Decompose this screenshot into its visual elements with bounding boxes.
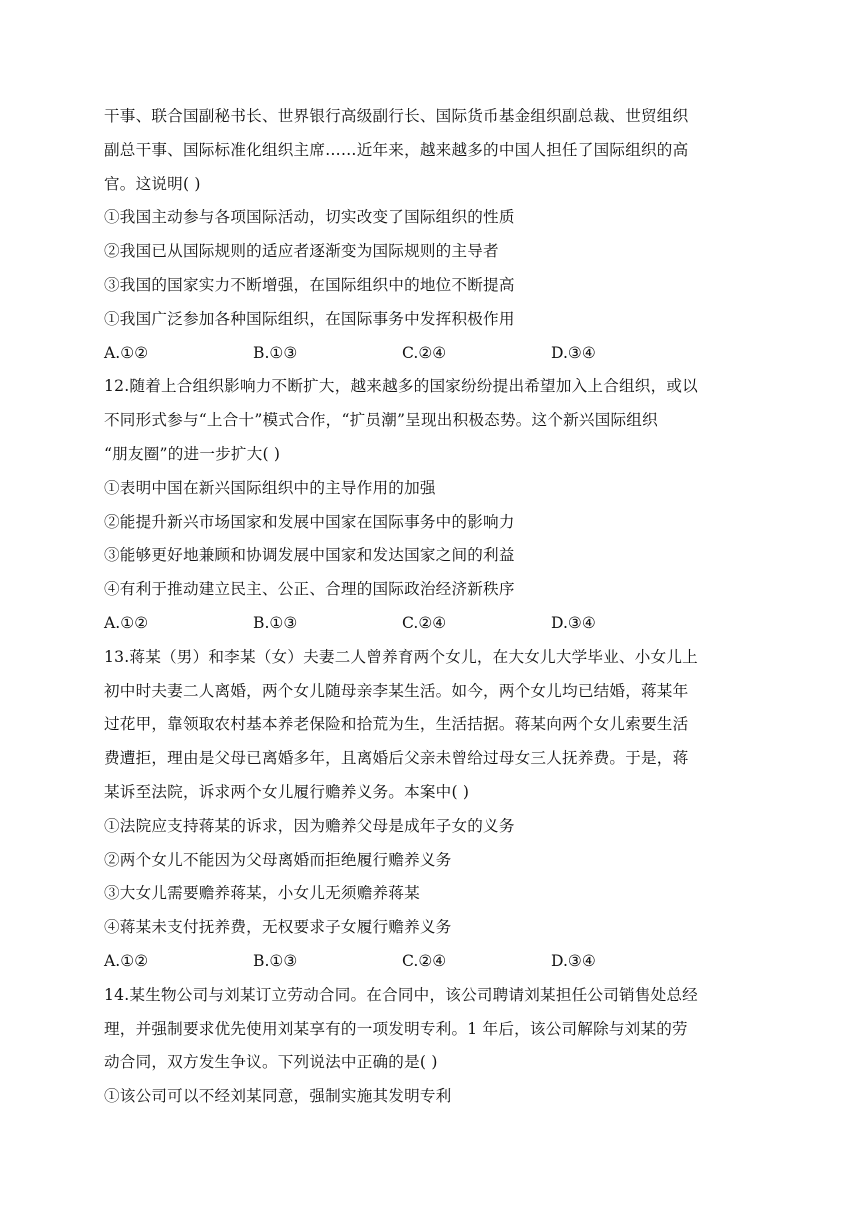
- statement-2: ②能提升新兴市场国家和发展中国家在国际事务中的影响力: [104, 512, 515, 531]
- option-a: A.①②: [104, 951, 149, 970]
- answer-options: [104, 607, 754, 641]
- statement-1: ①法院应支持蒋某的诉求，因为赡养父母是成年子女的义务: [104, 816, 515, 835]
- question-stem-line: 理，并强制要求优先使用刘某享有的一项发明专利。1 年后，该公司解除与刘某的劳: [104, 1019, 688, 1038]
- statement-3: ③我国的国家实力不断增强，在国际组织中的地位不断提高: [104, 275, 515, 294]
- option-b: B.①③: [253, 613, 298, 632]
- option-a: A.①②: [104, 613, 149, 632]
- question-stem-line: 干事、联合国副秘书长、世界银行高级副行长、国际货币基金组织副总裁、世贸组织: [104, 107, 689, 125]
- option-b: B.①③: [253, 343, 298, 362]
- question-stem-line: 过花甲，靠领取农村基本养老保险和拾荒为生，生活拮据。蒋某向两个女儿索要生活: [104, 715, 689, 734]
- statement-1: ①表明中国在新兴国际组织中的主导作用的加强: [104, 478, 436, 497]
- question-stem-line: 初中时夫妻二人离婚，两个女儿随母亲李某生活。如今，两个女儿均已结婚，蒋某年: [104, 681, 689, 700]
- statement-2: ②两个女儿不能因为父母离婚而拒绝履行赡养义务: [104, 850, 452, 869]
- option-b: B.①③: [253, 951, 298, 970]
- option-a: A.①②: [104, 343, 149, 362]
- question-stem-line: 13.蒋某（男）和李某（女）夫妻二人曾养育两个女儿，在大女儿大学毕业、小女儿上: [104, 647, 698, 666]
- option-c: C.②④: [402, 343, 447, 362]
- question-stem-line: 14.某生物公司与刘某订立劳动合同。在合同中，该公司聘请刘某担任公司销售处总经: [104, 985, 698, 1004]
- document-page: [104, 100, 754, 1114]
- option-d: D.③④: [551, 613, 596, 632]
- answer-options: [104, 337, 754, 371]
- question-12: [104, 370, 754, 640]
- question-13: [104, 641, 754, 979]
- statement-3: ③能够更好地兼顾和协调发展中国家和发达国家之间的利益: [104, 546, 515, 565]
- statement-4: ④蒋某未支付抚养费，无权要求子女履行赡养义务: [104, 918, 452, 937]
- question-stem-line: 12.随着上合组织影响力不断扩大，越来越多的国家纷纷提出希望加入上合组织，或以: [104, 377, 698, 396]
- option-c: C.②④: [402, 613, 447, 632]
- question-11: [104, 100, 754, 370]
- question-stem-line: “朋友圈”的进一步扩大( ): [104, 444, 281, 463]
- question-stem-line: 费遭拒，理由是父母已离婚多年，且离婚后父亲未曾给过母女三人抚养费。于是，蒋: [104, 749, 689, 768]
- question-14: [104, 979, 754, 1114]
- option-d: D.③④: [551, 343, 596, 362]
- option-d: D.③④: [551, 951, 596, 970]
- answer-options: [104, 945, 754, 979]
- statement-3: ③大女儿需要赡养蒋某，小女儿无须赡养蒋某: [104, 884, 420, 903]
- question-stem-line: 某诉至法院，诉求两个女儿履行赡养义务。本案中( ): [104, 782, 470, 801]
- question-stem-line: 官。这说明( ): [104, 174, 201, 193]
- statement-2: ②我国已从国际规则的适应者逐渐变为国际规则的主导者: [104, 242, 499, 261]
- statement-4: ④有利于推动建立民主、公正、合理的国际政治经济新秩序: [104, 580, 515, 599]
- statement-1: ①该公司可以不经刘某同意，强制实施其发明专利: [104, 1087, 452, 1106]
- statement-4: ①我国广泛参加各种国际组织，在国际事务中发挥积极作用: [104, 309, 515, 328]
- option-c: C.②④: [402, 951, 447, 970]
- statement-1: ①我国主动参与各项国际活动，切实改变了国际组织的性质: [104, 208, 515, 227]
- question-stem-line: 副总干事、国际标准化组织主席……近年来，越来越多的中国人担任了国际组织的高: [104, 140, 689, 159]
- question-stem-line: 动合同，双方发生争议。下列说法中正确的是( ): [104, 1053, 438, 1072]
- question-stem-line: 不同形式参与“上合十”模式合作，“扩员潮”呈现出积极态势。这个新兴国际组织: [104, 411, 658, 430]
